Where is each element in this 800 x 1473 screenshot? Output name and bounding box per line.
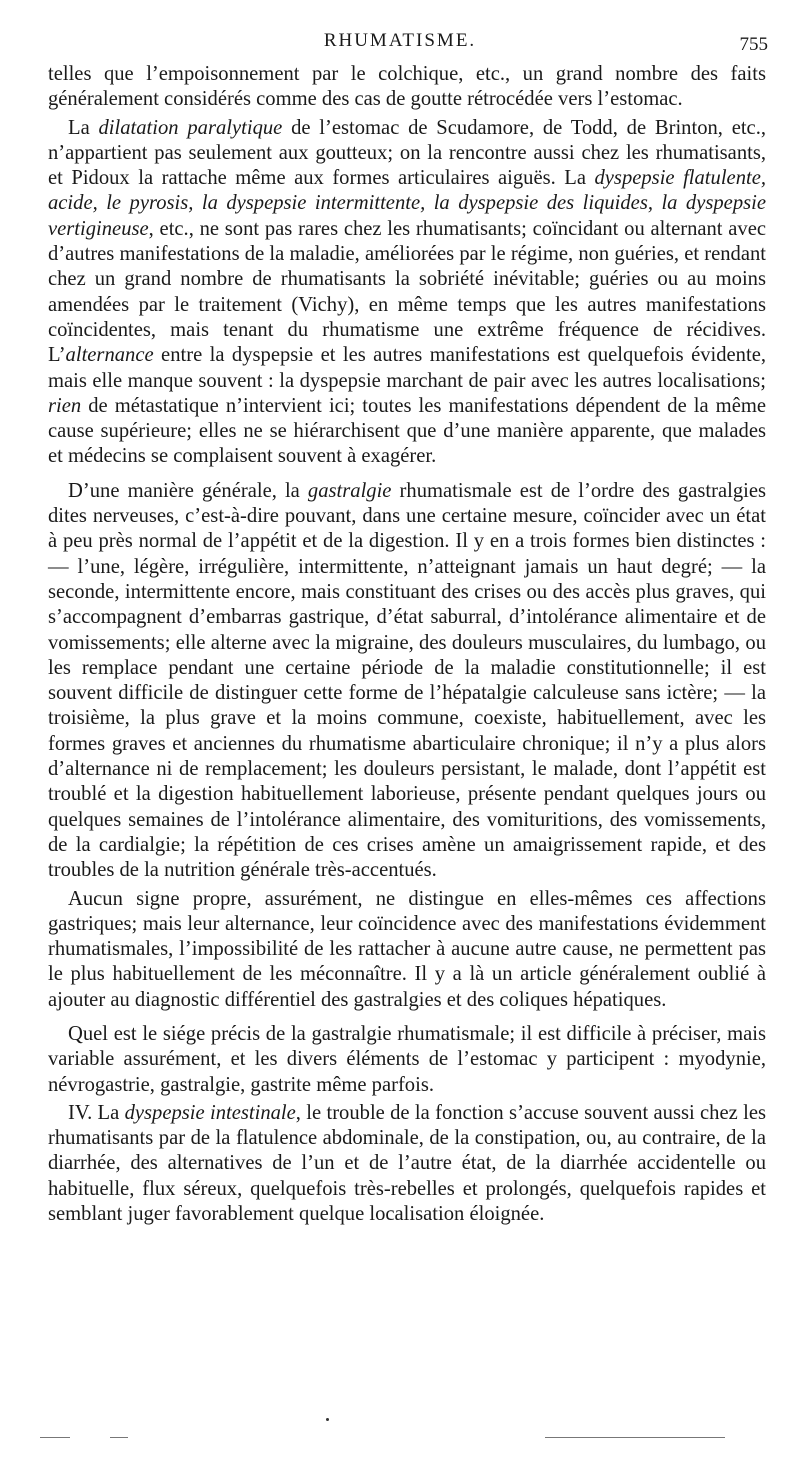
italic-term: dyspepsie flatulente, acide, le pyrosis, la dyspepsie intermittente, la dyspepsie des liquides, la dyspepsie vertigineuse bbox=[48, 167, 766, 240]
print-speck bbox=[326, 1418, 329, 1421]
italic-term: dilatation paralytique bbox=[98, 116, 283, 139]
text-run: Aucun signe propre, assurément, ne distingue en elles-mêmes ces affections gastriques; mais leur alternance, leur coïncidence avec des manifestations évidemment rhumatismales, l’impossibilité de les rattacher à aucune autre cause, ne permettent pas le plus habituellement de les méconnaître. Il y a là un article généralement oublié à ajouter au diagnostic différentiel des gastralgies et des coliques hépatiques. bbox=[48, 887, 766, 1011]
italic-term: gastralgie bbox=[307, 479, 392, 502]
running-title: RHUMATISME. bbox=[323, 30, 477, 51]
page-number: 755 bbox=[739, 34, 768, 55]
text-run: , etc., ne sont pas rares chez les rhumatisants; coïncidant ou alternant avec d’autres manifestations de la maladie, améliorées par le régime, non guéries, et rendant chez un grand nombre de rhumatisants la sobriété inévitable; guéries ou au moins amendées par le traitement (Vichy), en même temps que les autres manifestations coïncidentes, mais tenant du rhumatisme une extrême fréquence de récidives. L’ bbox=[48, 217, 766, 367]
text-run: de l’estomac de Scudamore, de Todd, de Brinton, etc., n’appartient pas seulement aux goutteux; on la rencontre aussi chez les rhumatisants, et Pidoux la rattache même aux formes articulaires aiguës. La bbox=[48, 116, 766, 190]
body-text bbox=[48, 62, 766, 1230]
italic-term: rien bbox=[48, 394, 82, 417]
running-head bbox=[0, 30, 800, 60]
text-run: D’une manière générale, la bbox=[68, 479, 308, 502]
paragraph bbox=[48, 116, 766, 470]
paragraph bbox=[48, 1101, 766, 1227]
print-rule bbox=[110, 1437, 128, 1438]
footer-print-marks bbox=[0, 1410, 800, 1450]
paragraph bbox=[48, 62, 766, 113]
text-run: entre la dyspepsie et les autres manifestations est quelquefois évidente, mais elle manque souvent : la dyspepsie marchant de pair avec les autres localisations; bbox=[48, 344, 766, 392]
paragraph bbox=[48, 887, 766, 1013]
italic-term: dyspepsie intestinale bbox=[124, 1101, 296, 1124]
paragraph bbox=[48, 479, 766, 884]
italic-term: alternance bbox=[65, 344, 154, 367]
text-run: de métastatique n’intervient ici; toutes les manifestations dépendent de la même cause supérieure; elles ne se hiérarchisent que d’une manière apparente, que malades et médecins se complaisent souvent à exagérer. bbox=[48, 394, 766, 468]
text-run: Quel est le siége précis de la gastralgie rhumatismale; il est difficile à préciser, mais variable assurément, et les divers éléments de l’estomac y participent : myodynie, névrogastrie, gastralgie, gastrite même parfois. bbox=[48, 1022, 766, 1096]
text-run: , le trouble de la fonction s’accuse souvent aussi chez les rhumatisants par de la flatulence abdominale, de la constipation, ou, au contraire, de la diarrhée, des alternatives de l’un et de l’autre état, de la diarrhée accidentelle ou habituelle, flux séreux, quelquefois très-rebelles et prolongés, quelquefois rapides et semblant juger favorablement quelque localisation éloignée. bbox=[48, 1101, 766, 1226]
text-run: telles que l’empoisonnement par le colchique, etc., un grand nombre des faits généralement considérés comme des cas de goutte rétrocédée vers l’estomac. bbox=[48, 63, 766, 111]
text-run: IV. La bbox=[68, 1101, 125, 1124]
print-rule bbox=[40, 1437, 70, 1438]
text-run: rhumatismale est de l’ordre des gastralgies dites nerveuses, c’est-à-dire pouvant, dans une certaine mesure, coïncider avec un état à peu près normal de l’appétit et de la digestion. Il y en a trois formes bien distinctes : — l’une, légère, irrégulière, intermittente, n’atteignant jamais un haut degré; — la seconde, intermittente encore, mais constituant des crises ou des accès plus graves, qui s’accompagnent d’embarras gastrique, d’état saburral, d’intolérance alimentaire et de vomissements; elle alterne avec la migraine, des douleurs musculaires, du lumbago, ou les remplace pendant une certaine période de la maladie constitutionnelle; il est souvent difficile de distinguer cette forme de l’hépatalgie calculeuse sans ictère; — la troisième, la plus grave et la moins commune, coexiste, habituellement, avec les formes graves et anciennes du rhumatisme abarticulaire chronique; il n’y a plus alors d’alternance ni de remplacement; les douleurs persistant, le malade, dont l’appétit est troublé et la digestion habituellement laborieuse, présente pendant quelques jours ou quelques semaines de l’intolérance alimentaire, des vomituritions, des vomissements, de la cardialgie; la répétition de ces crises amène un amaigrissement rapide, et des troubles de la nutrition générale très-accentués. bbox=[48, 479, 766, 882]
paragraph bbox=[48, 1022, 766, 1098]
print-rule bbox=[545, 1437, 725, 1438]
text-run: La bbox=[68, 116, 99, 139]
